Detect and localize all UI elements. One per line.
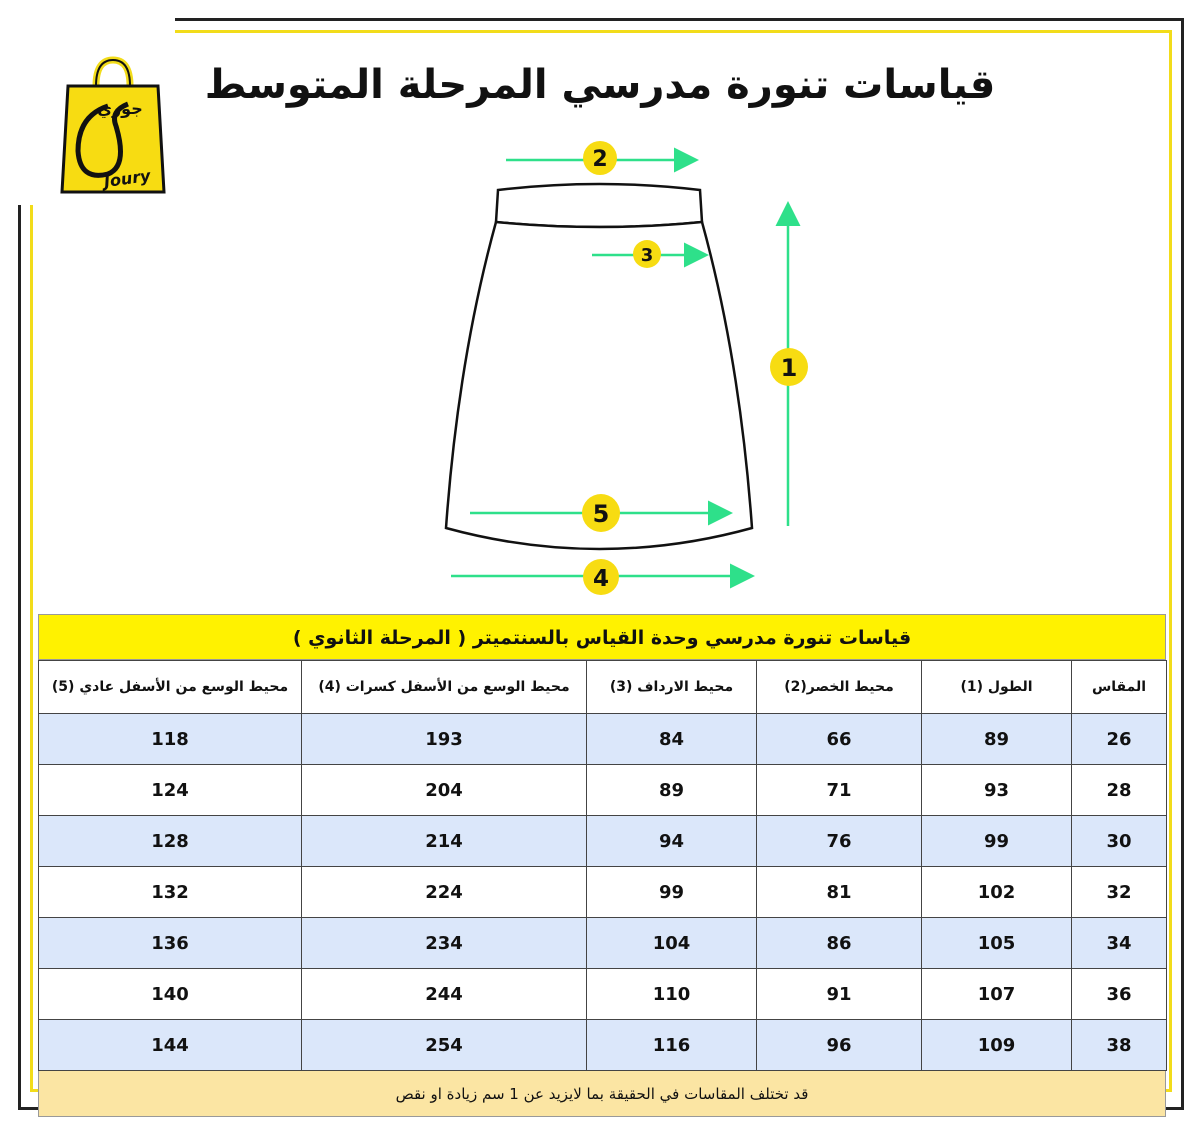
brand-logo xyxy=(58,56,168,196)
cell-hem-normal: 128 xyxy=(39,816,302,867)
header-hem-pleated: محيط الوسع من الأسفل كسرات (4) xyxy=(302,661,587,714)
marker-4-badge xyxy=(583,559,619,595)
cell-size: 26 xyxy=(1072,714,1167,765)
size-table xyxy=(38,614,1166,1117)
cell-length: 99 xyxy=(922,816,1072,867)
cell-hem-pleated: 254 xyxy=(302,1020,587,1071)
marker-5-label: 5 xyxy=(592,500,610,528)
cell-hip: 116 xyxy=(587,1020,757,1071)
marker-4-label: 4 xyxy=(592,566,610,592)
table-row xyxy=(39,1020,1167,1071)
cell-hip: 104 xyxy=(587,918,757,969)
cell-size: 30 xyxy=(1072,816,1167,867)
cell-size: 32 xyxy=(1072,867,1167,918)
logo-latin-text: Joury xyxy=(102,165,152,192)
marker-1-badge xyxy=(770,348,808,386)
table-row xyxy=(39,867,1167,918)
cell-waist: 76 xyxy=(757,816,922,867)
header-size: المقاس xyxy=(1072,661,1167,714)
cell-length: 109 xyxy=(922,1020,1072,1071)
cell-hem-pleated: 214 xyxy=(302,816,587,867)
marker-2-badge xyxy=(583,141,617,175)
cell-hem-pleated: 244 xyxy=(302,969,587,1020)
skirt-diagram xyxy=(420,130,840,600)
cell-size: 34 xyxy=(1072,918,1167,969)
marker-3-label: 3 xyxy=(640,245,654,266)
header-length: الطول (1) xyxy=(922,661,1072,714)
cell-hip: 110 xyxy=(587,969,757,1020)
cell-hem-pleated: 224 xyxy=(302,867,587,918)
cell-hem-pleated: 234 xyxy=(302,918,587,969)
cell-hem-normal: 132 xyxy=(39,867,302,918)
logo-arabic-text: جوري xyxy=(97,99,143,118)
cell-size: 28 xyxy=(1072,765,1167,816)
cell-hem-normal: 140 xyxy=(39,969,302,1020)
table-row xyxy=(39,918,1167,969)
cell-hem-normal: 118 xyxy=(39,714,302,765)
cell-hip: 99 xyxy=(587,867,757,918)
cell-hem-pleated: 193 xyxy=(302,714,587,765)
page-title: قياسات تنورة مدرسي المرحلة المتوسط xyxy=(204,62,996,108)
header-row xyxy=(39,661,1167,714)
table-row xyxy=(39,816,1167,867)
cell-length: 105 xyxy=(922,918,1072,969)
marker-3-badge xyxy=(633,240,661,268)
marker-1-label: 1 xyxy=(780,354,798,382)
cell-length: 93 xyxy=(922,765,1072,816)
cell-length: 89 xyxy=(922,714,1072,765)
header-waist: محيط الخصر(2) xyxy=(757,661,922,714)
cell-waist: 81 xyxy=(757,867,922,918)
table-row xyxy=(39,765,1167,816)
cell-hem-normal: 124 xyxy=(39,765,302,816)
size-grid xyxy=(38,660,1167,1071)
header-hem-normal: محيط الوسع من الأسفل عادي (5) xyxy=(39,661,302,714)
cell-waist: 96 xyxy=(757,1020,922,1071)
cell-waist: 71 xyxy=(757,765,922,816)
header-hip: محيط الارداف (3) xyxy=(587,661,757,714)
skirt-outline xyxy=(496,184,702,227)
marker-2-label: 2 xyxy=(592,147,608,172)
cell-waist: 91 xyxy=(757,969,922,1020)
cell-size: 36 xyxy=(1072,969,1167,1020)
marker-5-badge xyxy=(582,494,620,532)
cell-size: 38 xyxy=(1072,1020,1167,1071)
table-row xyxy=(39,969,1167,1020)
cell-hem-normal: 144 xyxy=(39,1020,302,1071)
cell-hip: 94 xyxy=(587,816,757,867)
measurement-note: قد تختلف المقاسات في الحقيقة بما لايزيد عن 1 سم زيادة او نقص xyxy=(38,1071,1166,1117)
cell-waist: 86 xyxy=(757,918,922,969)
cell-hip: 84 xyxy=(587,714,757,765)
table-row xyxy=(39,714,1167,765)
table-title: قياسات تنورة مدرسي وحدة القياس بالسنتميتر ( المرحلة الثانوي ) xyxy=(38,614,1166,660)
cell-waist: 66 xyxy=(757,714,922,765)
cell-hem-pleated: 204 xyxy=(302,765,587,816)
cell-length: 102 xyxy=(922,867,1072,918)
cell-hem-normal: 136 xyxy=(39,918,302,969)
cell-hip: 89 xyxy=(587,765,757,816)
cell-length: 107 xyxy=(922,969,1072,1020)
